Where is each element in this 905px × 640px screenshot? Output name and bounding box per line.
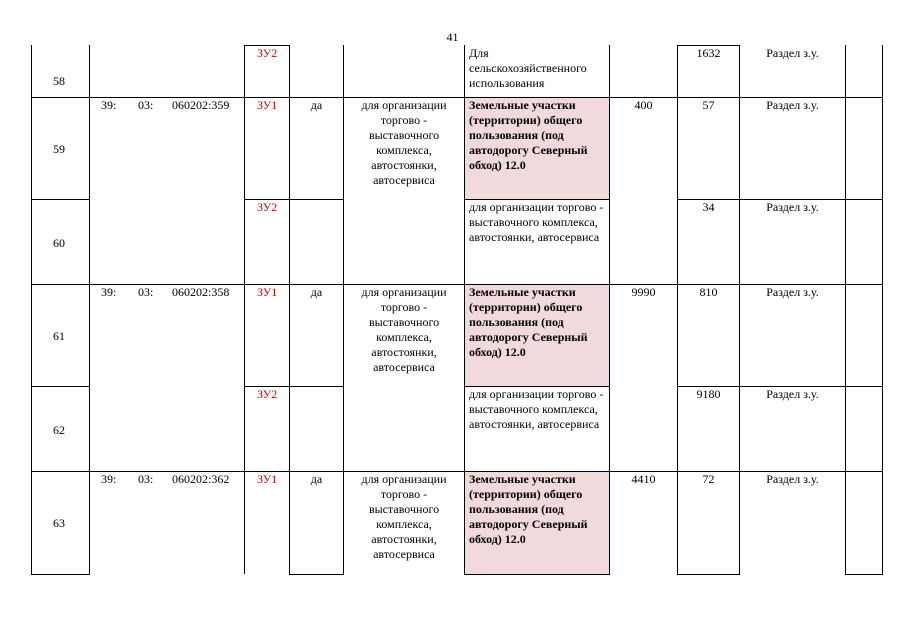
row-divider: [289, 574, 344, 575]
row-divider: [464, 574, 610, 575]
row-number: 61: [53, 329, 65, 343]
row-divider: [31, 574, 90, 575]
land-use: Земельные участки (территории) общего пользования (под автодорогу Северный обход) 12.0: [469, 472, 588, 546]
zu-label: ЗУ2: [257, 200, 278, 214]
total-area-value: 9990: [631, 285, 656, 299]
col-divider: [343, 45, 344, 574]
area-value: 57: [702, 98, 715, 112]
cadastral-block: 03:: [138, 285, 154, 299]
cadastral-number: 060202:359: [172, 98, 230, 112]
zu-label: ЗУ2: [257, 387, 278, 401]
cadastral-number: 060202:358: [172, 285, 230, 299]
row-divider: [677, 574, 740, 575]
row-number: 60: [53, 236, 65, 250]
land-use: Земельные участки (территории) общего пользования (под автодорогу Северный обход) 12.0: [469, 285, 588, 359]
row-number: 59: [53, 142, 65, 156]
flag-value: да: [310, 472, 323, 486]
permitted-use: для организации торгово - выставочного комплекса, автостоянки, автосервиса: [361, 98, 447, 187]
cadastral-prefix: 39:: [101, 285, 117, 299]
row-divider: [31, 386, 90, 387]
cadastral-block: 03:: [138, 98, 154, 112]
row-number: 63: [53, 516, 65, 530]
col-divider: [739, 45, 740, 574]
action-label: Раздел з.у.: [766, 98, 819, 112]
col-divider: [244, 45, 245, 574]
cadastral-number: 060202:362: [172, 472, 230, 486]
zu-label: ЗУ1: [257, 98, 278, 112]
action-label: Раздел з.у.: [766, 46, 819, 60]
cadastral-prefix: 39:: [101, 472, 117, 486]
action-label: Раздел з.у.: [766, 200, 819, 214]
cadastral-prefix: 39:: [101, 98, 117, 112]
area-value: 9180: [696, 387, 721, 401]
row-number: 58: [53, 74, 65, 88]
col-divider: [31, 45, 32, 574]
land-use: Земельные участки (территории) общего пользования (под автодорогу Северный обход) 12.0: [469, 98, 588, 172]
land-use: для организации торгово - выставочного комплекса, автостоянки, автосервиса: [469, 387, 604, 431]
row-number: 62: [53, 423, 65, 437]
area-value: 72: [702, 472, 715, 486]
row-divider: [845, 574, 883, 575]
total-area-value: 400: [634, 98, 653, 112]
area-value: 810: [699, 285, 718, 299]
col-divider: [89, 45, 90, 574]
total-area-value: 4410: [631, 472, 656, 486]
col-divider: [845, 45, 846, 574]
zu-label: ЗУ1: [257, 472, 278, 486]
area-value: 34: [702, 200, 715, 214]
action-label: Раздел з.у.: [766, 387, 819, 401]
land-use: для организации торгово - выставочного комплекса, автостоянки, автосервиса: [469, 200, 604, 244]
zu-label: ЗУ2: [257, 46, 278, 60]
flag-value: да: [310, 98, 323, 112]
col-divider: [882, 45, 883, 574]
page-number: 41: [446, 30, 459, 44]
col-divider: [677, 45, 678, 574]
permitted-use: для организации торгово - выставочного комплекса, автостоянки, автосервиса: [361, 285, 447, 374]
action-label: Раздел з.у.: [766, 285, 819, 299]
flag-value: да: [310, 285, 323, 299]
col-divider: [289, 45, 290, 574]
cadastral-block: 03:: [138, 472, 154, 486]
area-value: 1632: [696, 46, 721, 60]
zu-label: ЗУ1: [257, 285, 278, 299]
permitted-use: для организации торгово - выставочного комплекса, автостоянки, автосервиса: [361, 472, 447, 561]
col-divider: [464, 45, 465, 574]
land-use: Для сельскохозяйственного использования: [469, 46, 587, 90]
row-divider: [31, 199, 90, 200]
action-label: Раздел з.у.: [766, 472, 819, 486]
col-divider: [609, 45, 610, 574]
